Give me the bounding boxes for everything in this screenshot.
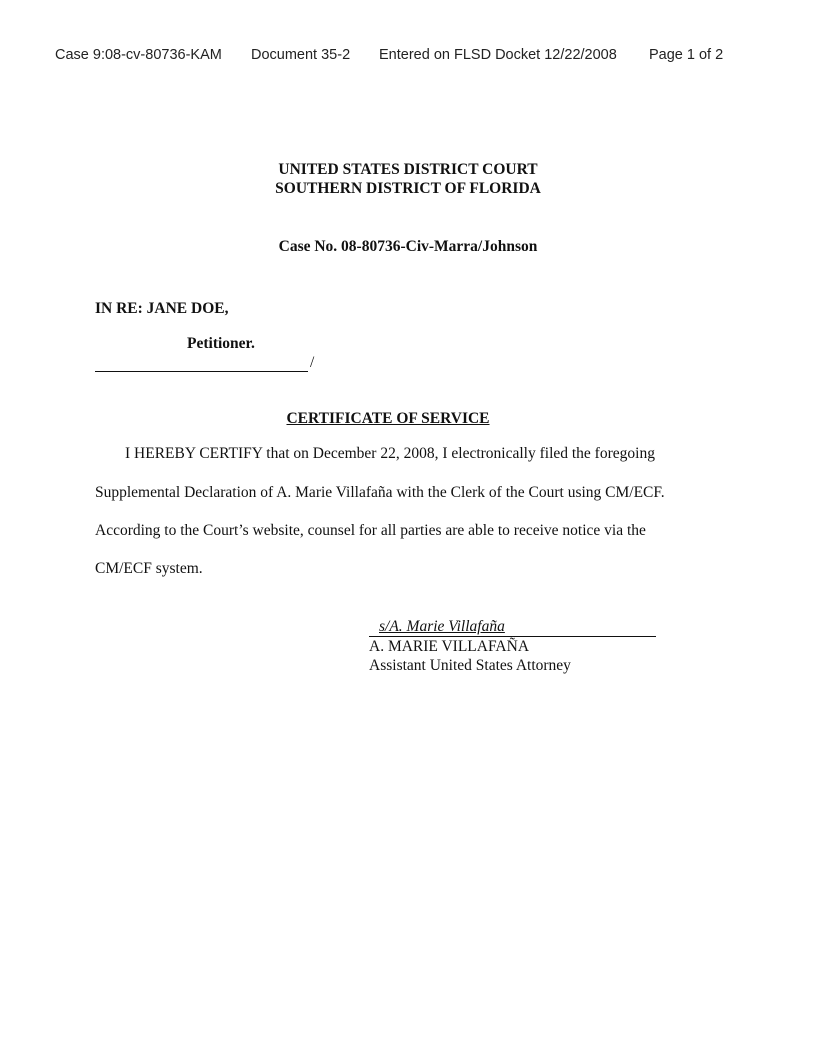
certificate-title: CERTIFICATE OF SERVICE xyxy=(286,410,490,427)
certificate-line: I HEREBY CERTIFY that on December 22, 2008, I electronically filed the foregoing xyxy=(125,445,655,462)
docket-entered-date: Entered on FLSD Docket 12/22/2008 xyxy=(379,47,617,63)
docket-case-number: Case 9:08-cv-80736-KAM xyxy=(55,47,222,63)
signature-line xyxy=(369,617,656,637)
certificate-line: Supplemental Declaration of A. Marie Villafaña with the Clerk of the Court using CM/ECF. xyxy=(95,484,665,501)
caption-in-re: IN RE: JANE DOE, xyxy=(95,300,229,317)
court-district-line: SOUTHERN DISTRICT OF FLORIDA xyxy=(275,180,541,197)
court-name-line: UNITED STATES DISTRICT COURT xyxy=(278,161,538,178)
certificate-line: According to the Court’s website, counsel for all parties are able to receive notice via the xyxy=(95,522,646,539)
docket-document-number: Document 35-2 xyxy=(251,47,351,63)
court-heading xyxy=(0,160,816,198)
certificate-line: CM/ECF system. xyxy=(95,560,203,577)
electronic-signature: s/A. Marie Villafaña xyxy=(379,618,505,635)
caption-divider-line xyxy=(95,371,308,372)
signature-block xyxy=(369,617,656,675)
caption-slash: / xyxy=(310,354,315,371)
case-number: Case No. 08-80736-Civ-Marra/Johnson xyxy=(278,238,538,255)
signer-name: A. MARIE VILLAFAÑA xyxy=(369,638,530,655)
docket-page-count: Page 1 of 2 xyxy=(649,47,724,63)
signer-title: Assistant United States Attorney xyxy=(369,657,571,674)
caption-petitioner: Petitioner. xyxy=(187,335,255,352)
